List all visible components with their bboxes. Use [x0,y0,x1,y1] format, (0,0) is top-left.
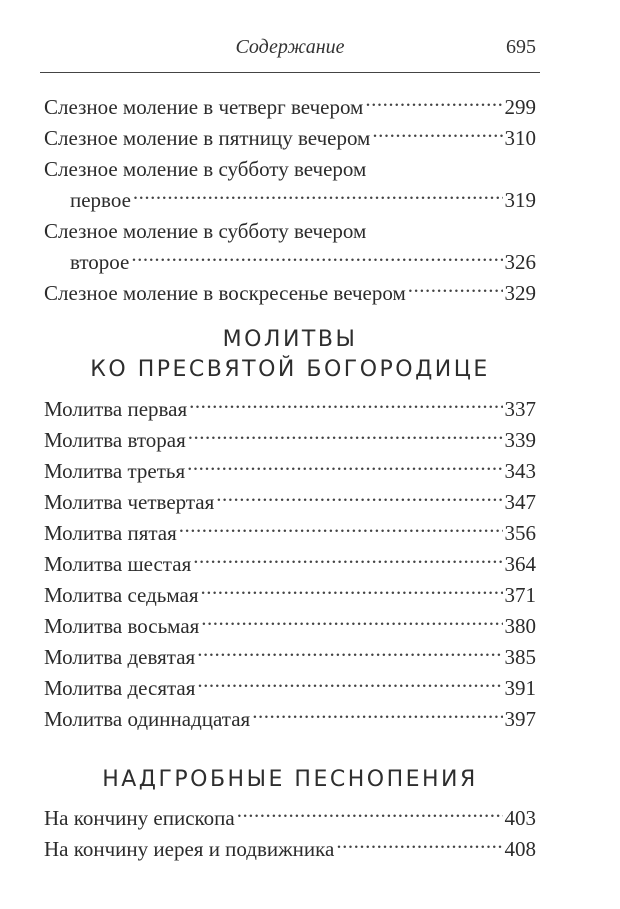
dot-leader [408,279,503,300]
dot-leader [372,124,502,145]
header-rule [40,72,540,73]
dot-leader [197,643,502,664]
toc-entry-page: 371 [504,583,536,607]
toc-entry-page: 299 [504,95,536,119]
toc-entry-page: 347 [504,490,536,514]
toc-entry-page: 391 [504,676,536,700]
toc-entry-page: 364 [504,552,536,576]
toc-entry-title: Молитва девятая [44,645,196,669]
toc-entry-page: 397 [504,707,536,731]
dot-leader [201,581,503,602]
dot-leader [216,488,502,509]
toc-entry-title: Молитва седьмая [44,583,199,607]
dot-leader [188,426,503,447]
toc-entry-title: Молитва третья [44,459,186,483]
toc-entry [44,549,536,580]
toc-entry-title: Молитва вторая [44,428,186,452]
section-heading-prayers-line1: МОЛИТВЫ [222,327,358,352]
toc-entry [44,216,536,278]
toc-entry [44,123,536,154]
toc-entry-page: 337 [504,397,536,421]
toc-entry-page: 329 [504,281,536,305]
toc-entry-page: 385 [504,645,536,669]
toc-entry-title: Слезное моление в пятницу вечером [44,126,371,150]
toc-entry-title: Молитва одиннадцатая [44,707,251,731]
toc-entry-title: Молитва пятая [44,521,177,545]
toc-entry-title: Молитва десятая [44,676,196,700]
toc-entry [44,278,536,309]
toc-entry-title: Слезное моление в субботу вечером [44,157,367,181]
toc-block-prayers [44,394,536,735]
dot-leader [189,395,502,416]
dot-leader [336,835,502,856]
toc-entry [44,154,536,216]
toc-entry [44,580,536,611]
toc-entry-title: Слезное моление в воскресенье вечером [44,281,406,305]
toc-entry-title: На кончину иерея и подвижника [44,837,335,861]
toc-entry-title: Молитва шестая [44,552,192,576]
dot-leader [131,248,502,269]
section-heading-prayers-line2: КО ПРЕСВЯТОЙ БОГОРОДИЦЕ [90,357,490,382]
toc-block-funeral [44,803,536,865]
toc-entry-title: Молитва восьмая [44,614,200,638]
toc-entry-title: Слезное моление в субботу вечером [44,219,367,243]
dot-leader [365,93,502,114]
page-number: 695 [506,36,536,58]
toc-entry-page: 343 [504,459,536,483]
toc-entry [44,673,536,704]
dot-leader [193,550,502,571]
toc-entry-title-cont: первое [70,188,131,212]
dot-leader [252,705,502,726]
toc-entry [44,487,536,518]
toc-entry-page: 339 [504,428,536,452]
toc-entry-page: 326 [504,250,536,274]
toc-entry-page: 403 [504,806,536,830]
toc-entry-title: Молитва четвертая [44,490,215,514]
page-header [40,36,540,60]
toc-entry-page: 319 [504,188,536,212]
toc-entry [44,394,536,425]
toc-entry [44,704,536,735]
toc-entry [44,425,536,456]
toc-entry [44,803,536,834]
dot-leader [197,674,502,695]
toc-entry-title-cont: второе [70,250,130,274]
section-heading-funeral: НАДГРОБНЫЕ ПЕСНОПЕНИЯ [102,767,478,792]
toc-entry-page: 408 [504,837,536,861]
toc-entry [44,611,536,642]
dot-leader [179,519,503,540]
toc-entry [44,518,536,549]
toc-entry-title: Слезное моление в четверг вечером [44,95,364,119]
toc-entry [44,834,536,865]
dot-leader [237,804,503,825]
toc-block-lamentations [44,92,536,309]
toc-entry-title: На кончину епископа [44,806,235,830]
toc-entry [44,642,536,673]
toc-entry-page: 356 [504,521,536,545]
toc-entry [44,456,536,487]
toc-entry-page: 310 [504,126,536,150]
dot-leader [187,457,502,478]
toc-entry-title: Молитва первая [44,397,188,421]
running-title: Содержание [235,36,345,58]
dot-leader [201,612,502,633]
dot-leader [133,186,503,207]
toc-entry [44,92,536,123]
toc-entry-page: 380 [504,614,536,638]
